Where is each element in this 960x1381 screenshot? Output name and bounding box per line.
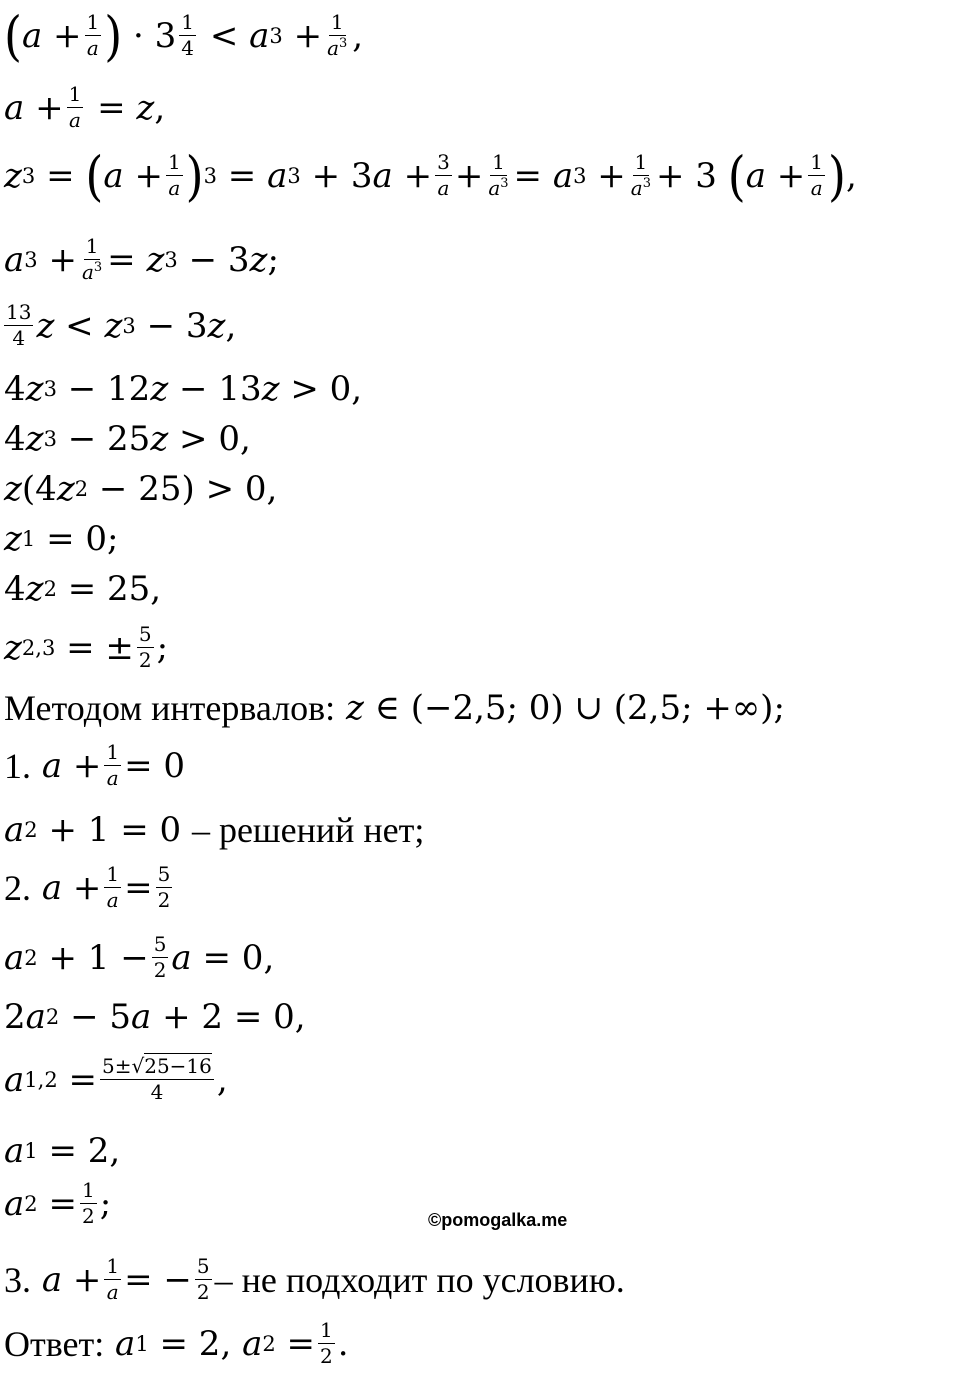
- math-line-22: Ответ: a 1 = 2, a 2 = $\frac{1}{2}$ .: [4, 1318, 349, 1368]
- math-line-19: a 1 = 2,: [4, 1131, 121, 1171]
- math-line-7: 4 z 3 − 25 z > 0,: [4, 419, 251, 459]
- math-line-9: z 1 = 0;: [4, 519, 119, 559]
- math-line-21: 3. a + $\frac{1}{a}$ = − $\frac{5}{2}$ – не подходит по условию.: [4, 1254, 625, 1304]
- math-line-15: 2. a + $\frac{1}{a}$ = $\frac{5}{2}$: [4, 862, 171, 912]
- math-line-1: ( a + $\frac{1}{a}$ ) · 3 $\frac{1}{4}$ < a 3 + $\frac{1}{a^3}$ ,: [4, 4, 364, 67]
- math-line-3: z 3 = ( a + $\frac{1}{a}$ ) 3 = a 3 + 3 a + $\frac{3}{a}$ + $\frac{1}{a^3}$ = a 3 + $\frac{1}{a^3}$ + 3 ( a + $\frac{1}{a}$ ) ,: [4, 144, 857, 207]
- math-line-16: a 2 + 1 − $\frac{5}{2}$ a = 0,: [4, 932, 275, 982]
- math-line-18: a 1,2 = $\frac{5\pm√25-16}{4}$ ,: [4, 1054, 228, 1104]
- math-line-5: $\frac{13}{4}$ z < z 3 − 3 z ,: [6, 300, 237, 350]
- math-line-12: Методом интервалов: z ∈ (−2,5; 0) ∪ (2,5; +∞);: [4, 688, 785, 728]
- math-line-20: a 2 = $\frac{1}{2}$ ;: [4, 1178, 112, 1228]
- math-line-10: 4 z 2 = 25,: [4, 569, 162, 609]
- math-line-2: a + $\frac{1}{a}$ = z ,: [4, 82, 166, 132]
- math-line-13: 1. a + $\frac{1}{a}$ = 0: [4, 740, 186, 790]
- math-line-11: z 2,3 = ± $\frac{5}{2}$ ;: [4, 622, 169, 672]
- math-line-6: 4 z 3 − 12 z − 13 z > 0,: [4, 369, 363, 409]
- math-line-4: a 3 + $\frac{1}{a^3}$ = z 3 − 3 z ;: [4, 234, 279, 284]
- math-line-8: z (4 z 2 − 25) > 0,: [4, 469, 278, 509]
- math-line-17: 2 a 2 − 5 a + 2 = 0,: [4, 997, 306, 1037]
- math-line-14: a 2 + 1 = 0 – решений нет;: [4, 810, 425, 850]
- watermark: ©pomogalka.me: [428, 1210, 568, 1230]
